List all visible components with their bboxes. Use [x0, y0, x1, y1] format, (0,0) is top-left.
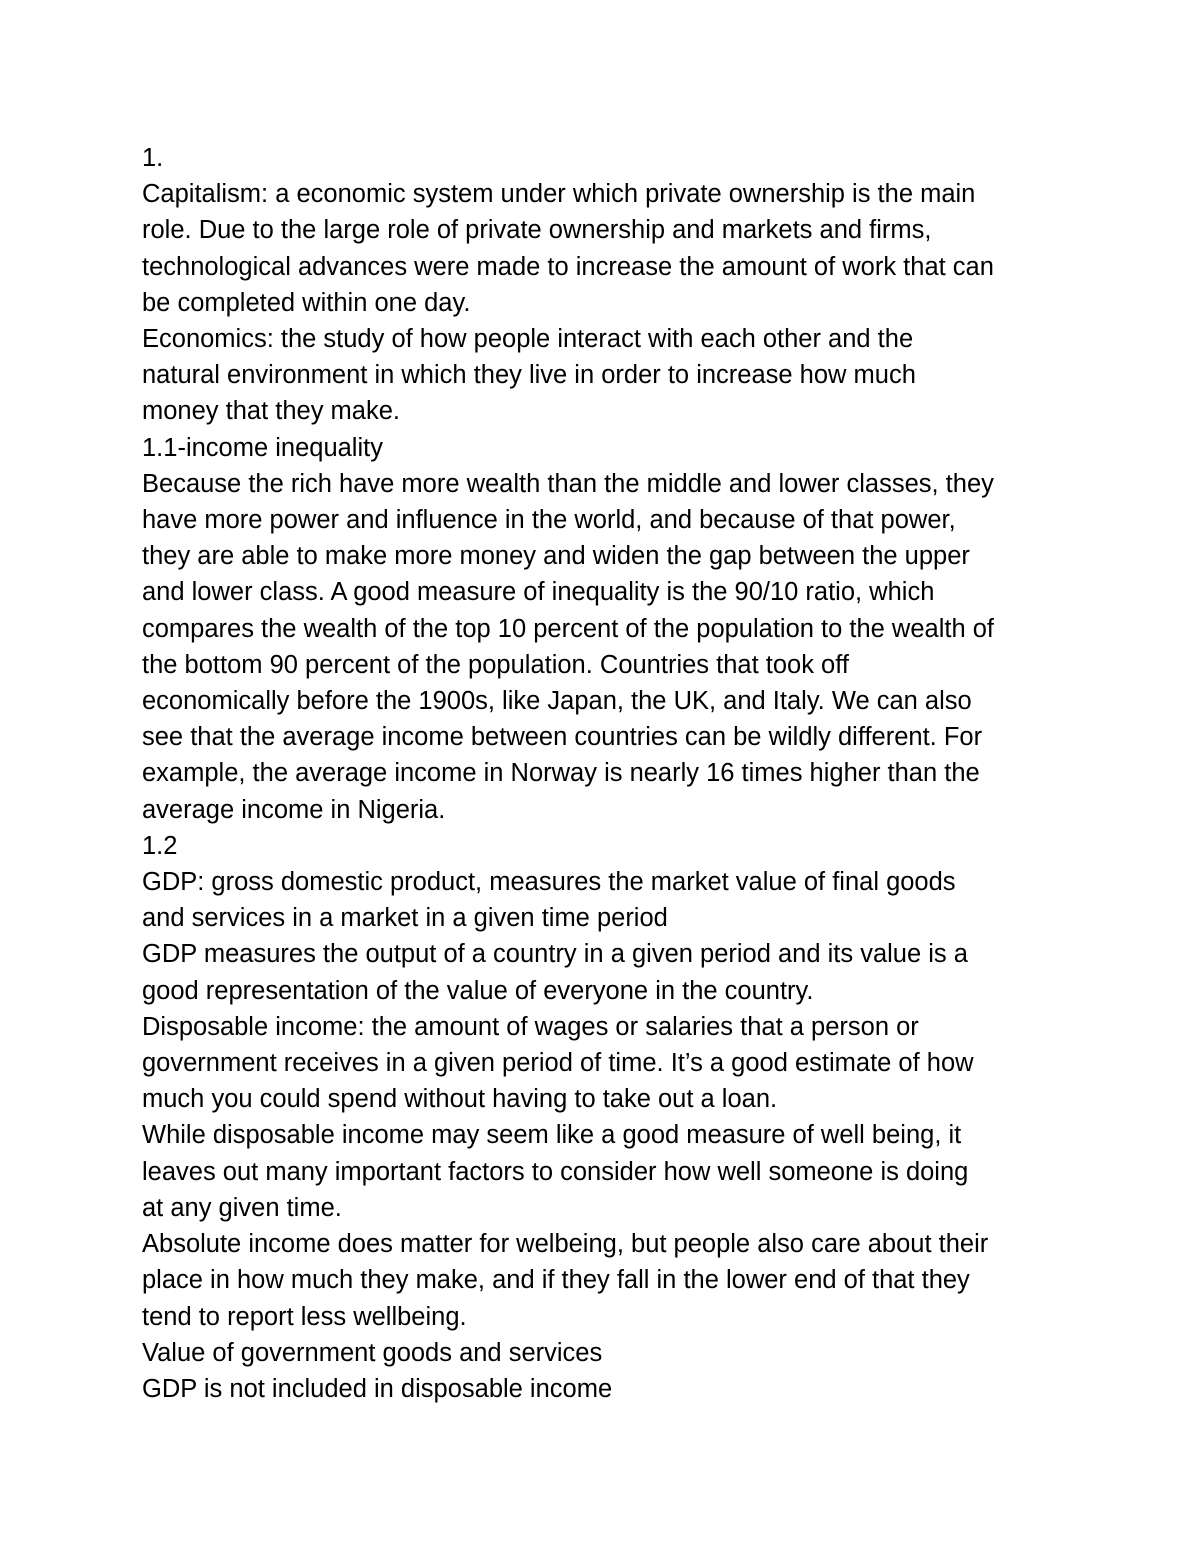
government-goods-line — [142, 1335, 1082, 1371]
economics-paragraph — [142, 321, 1082, 430]
gdp-not-included-line — [142, 1371, 1082, 1407]
text-line: 1. — [142, 144, 164, 172]
text-line: natural environment in which they live in order to increase how much — [142, 361, 916, 390]
text-line: tend to report less wellbeing. — [142, 1302, 467, 1331]
text-line: compares the wealth of the top 10 percent of the population to the wealth of — [142, 614, 994, 643]
text-line: technological advances were made to increase the amount of work that can — [142, 252, 994, 281]
text-line: money that they make. — [142, 397, 400, 426]
document-body — [142, 140, 1082, 1407]
text-line: role. Due to the large role of private ownership and markets and firms, — [142, 216, 932, 245]
absolute-income-paragraph — [142, 1226, 1082, 1335]
text-line: government receives in a given period of time. It’s a good estimate of how — [142, 1049, 974, 1078]
text-line: economically before the 1900s, like Japan, the UK, and Italy. We can also — [142, 687, 972, 716]
text-line: example, the average income in Norway is nearly 16 times higher than the — [142, 759, 980, 788]
text-line: GDP is not included in disposable income — [142, 1374, 613, 1403]
disposable-income-paragraph — [142, 1009, 1082, 1118]
text-line: Absolute income does matter for welbeing, but people also care about their — [142, 1230, 989, 1259]
income-inequality-paragraph — [142, 466, 1082, 828]
well-being-paragraph — [142, 1117, 1082, 1226]
text-line: at any given time. — [142, 1193, 342, 1222]
text-line: GDP: gross domestic product, measures the market value of final goods — [142, 868, 956, 897]
text-line: they are able to make more money and widen the gap between the upper — [142, 542, 970, 571]
text-line: Economics: the study of how people interact with each other and the — [142, 325, 914, 354]
text-line: and lower class. A good measure of inequality is the 90/10 ratio, which — [142, 578, 935, 607]
text-line: good representation of the value of everyone in the country. — [142, 976, 814, 1005]
text-line: much you could spend without having to take out a loan. — [142, 1085, 778, 1114]
text-line: Because the rich have more wealth than the middle and lower classes, they — [142, 469, 994, 498]
text-line: the bottom 90 percent of the population. Countries that took off — [142, 650, 849, 679]
section-number — [142, 140, 1082, 176]
text-line: While disposable income may seem like a good measure of well being, it — [142, 1121, 962, 1150]
text-line: have more power and influence in the world, and because of that power, — [142, 506, 956, 535]
text-line: GDP measures the output of a country in a given period and its value is a — [142, 940, 968, 969]
text-line: 1.2 — [142, 831, 178, 860]
text-line: leaves out many important factors to consider how well someone is doing — [142, 1157, 969, 1186]
text-line: Capitalism: a economic system under which private ownership is the main — [142, 180, 976, 209]
text-line: see that the average income between countries can be wildly different. For — [142, 723, 983, 752]
text-line: be completed within one day. — [142, 288, 471, 317]
text-line: 1.1-income inequality — [142, 433, 383, 462]
text-line: Disposable income: the amount of wages or salaries that a person or — [142, 1012, 919, 1041]
capitalism-paragraph — [142, 176, 1082, 321]
section-heading-income-inequality — [142, 430, 1082, 466]
text-line: average income in Nigeria. — [142, 795, 446, 824]
text-line: place in how much they make, and if they fall in the lower end of that they — [142, 1266, 970, 1295]
gdp-definition-paragraph — [142, 864, 1082, 936]
section-number — [142, 828, 1082, 864]
text-line: Value of government goods and services — [142, 1338, 603, 1367]
gdp-output-paragraph — [142, 936, 1082, 1008]
text-line: and services in a market in a given time period — [142, 904, 668, 933]
